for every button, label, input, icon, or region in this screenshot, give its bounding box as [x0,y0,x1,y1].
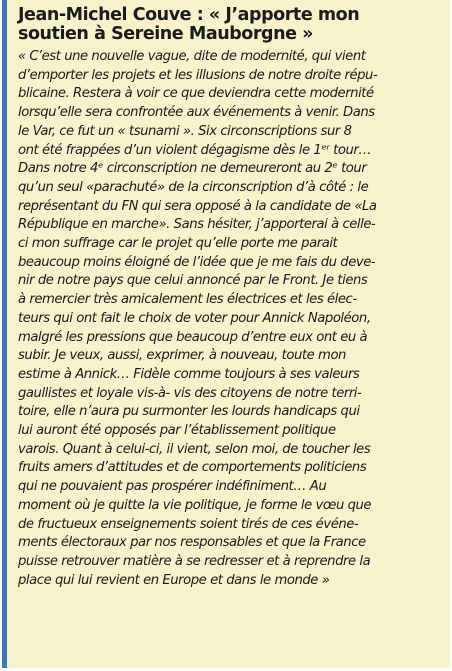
body-line: lui auront été opposés par l’établissement politique [18,423,336,439]
body-line: représentant du FN qui sera opposé à la candidate de «La [18,198,377,214]
body-line: nir de notre pays que celui annoncé par le Front. Je tiens [18,273,368,289]
body-line: varois. Quant à celui-ci, il vient, selon moi, de toucher les [18,441,371,457]
body-line: puisse retrouver matière à se redresser et à reprendre la [18,553,371,569]
body-line: teurs qui ont fait le choix de voter pour Annick Napoléon, [18,310,371,326]
body-line: qui ne pouvaient pas prospérer indéfiniment… Au [18,479,327,495]
body-line: moment où je quitte la vie politique, je forme le vœu que [18,497,372,513]
body-line: malgré les pressions que beaucoup d’entre eux ont eu à [18,329,368,345]
article-title [18,6,443,44]
body-line: estime à Annick… Fidèle comme toujours à ses valeurs [18,366,360,382]
body-line: ci mon suffrage car le projet qu’elle porte me parait [18,236,338,252]
body-line: place qui lui revient en Europe et dans le monde » [18,572,330,588]
body-line: de fructueux enseignements soient tirés de ces événe- [18,516,359,532]
body-line: subir. Je veux, aussi, exprimer, à nouveau, toute mon [18,348,346,364]
body-line: République en marche». Sans hésiter, j’apporterai à celle- [18,217,376,233]
body-line: beaucoup moins éloigné de l’idée que je me fais du deve- [18,254,376,270]
article-box [2,0,450,668]
body-line: Dans notre 4ᵉ circonscription ne demeureront au 2ᵉ tour [18,161,367,177]
article-body [18,48,443,590]
body-line: toire, elle n’aura pu surmonter les lourds handicaps qui [18,404,360,420]
body-line: ments électoraux par nos responsables et que la France [18,535,366,551]
body-line: gaullistes et loyale vis-à- vis des citoyens de notre terri- [18,385,362,401]
title-line: soutien à Sereine Mauborgne » [18,24,314,44]
body-line: fruits amers d’attitudes et de comportements politiciens [18,460,367,476]
title-line: Jean-Michel Couve : « J’apporte mon [18,5,360,25]
body-line: d’emporter les projets et les illusions de notre droite répu- [18,67,378,83]
body-line: qu’un seul «parachuté» de la circonscription d’à côté : le [18,179,369,195]
body-line: blicaine. Restera à voir ce que deviendra cette modernité [18,86,374,102]
body-line: « C’est une nouvelle vague, dite de modernité, qui vient [18,49,366,64]
body-line: à remercier très amicalement les électrices et les élec- [18,292,357,308]
body-line: lorsqu’elle sera confrontée aux événements à venir. Dans [18,105,375,121]
body-line: ont été frappées d’un violent dégagisme dès le 1ᵉʳ tour… [18,142,372,158]
body-line: le Var, ce fut un « tsunami ». Six circonscriptions sur 8 [18,123,352,139]
